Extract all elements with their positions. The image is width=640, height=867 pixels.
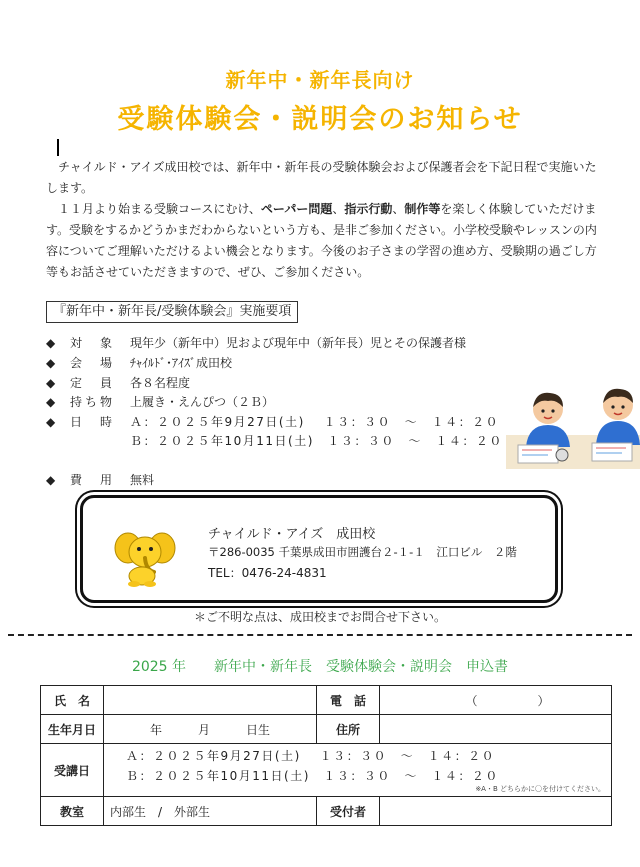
diamond-bullet-icon: ◆ — [46, 473, 56, 487]
class-label: 教室 — [41, 797, 104, 826]
page-title: 受験体験会・説明会のお知らせ — [117, 104, 523, 135]
detail-item: ◆ 費 用 無料 — [46, 470, 154, 490]
diamond-bullet-icon: ◆ — [46, 395, 56, 409]
schedule-b: Ｂ：２０２５年10月11日(土) １３：３０ ～ １４：２０ — [130, 434, 503, 448]
section-heading: 『新年中・新年長/受験体験会』実施要項 — [46, 301, 298, 323]
session-option-a[interactable]: Ａ：２０２５年9月27日(土) １３：３０ ～ １４：２０ — [126, 748, 496, 763]
address-label: 住所 — [317, 715, 380, 744]
mascot-elephant-icon — [112, 528, 178, 588]
detail-item: ◆ 日 時 Ａ：２０２５年9月27日(土) １３：３０ ～ １４：２０ — [46, 412, 499, 432]
intro-paragraph-2: １１月より始まる受験コースにむけ、ペーパー問題、指示行動、制作等を楽しく体験していただけます。受験をするかどうかまだわからないという方も、是非ご参加ください。小学校受験やレッスンの内容についてご理解いただけるよい機会となります。今後のお子さまの学習の進め方、受験期の過ごし方等もお話させていただきますので、ぜひ、ご参加ください。 — [46, 202, 597, 279]
class-field[interactable]: 内部生 / 外部生 — [104, 797, 317, 826]
name-field[interactable] — [104, 686, 317, 715]
birthdate-field[interactable]: 年 月 日生 — [104, 715, 317, 744]
birthdate-label: 生年月日 — [41, 715, 104, 744]
diamond-bullet-icon: ◆ — [46, 336, 56, 350]
session-note: ※A・B どちらかに〇を付けてください。 — [475, 784, 605, 793]
session-label: 受講日 — [41, 744, 104, 797]
form-title: 2025 年 新年中・新年長 受験体験会・説明会 申込書 — [131, 659, 509, 675]
contact-name: チャイルド・アイズ 成田校 — [208, 527, 376, 542]
cut-line — [8, 634, 632, 636]
address-field[interactable] — [380, 715, 612, 744]
detail-item: ◆ 対 象 現年少（新年中）児および現年中（新年長）児とその保護者様 — [46, 333, 466, 353]
receiver-field[interactable] — [380, 797, 612, 826]
detail-item: ◆ 会 場 ﾁｬｲﾙﾄﾞ･ｱｲｽﾞ成田校 — [46, 353, 232, 373]
diamond-bullet-icon: ◆ — [46, 376, 56, 390]
session-field[interactable] — [104, 744, 612, 797]
text-cursor — [57, 139, 59, 156]
inquiry-note: ＊ご不明な点は、成田校までお問合せ下さい。 — [193, 610, 446, 624]
diamond-bullet-icon: ◆ — [46, 415, 56, 429]
name-label: 氏 名 — [41, 686, 104, 715]
receiver-label: 受付者 — [317, 797, 380, 826]
detail-item: ◆ 持ち物 上履き・えんぴつ（２Ｂ） — [46, 392, 274, 412]
contact-tel: TEL：0476-24-4831 — [208, 566, 327, 580]
intro-paragraph-1: チャイルド・アイズ成田校では、新年中・新年長の受験体験会および保護者会を下記日程で実施いたします。 — [46, 160, 597, 195]
phone-label: 電 話 — [317, 686, 380, 715]
contact-address: 〒286-0035 千葉県成田市囲護台２-１-１ 江口ビル ２階 — [208, 545, 517, 559]
page-subtitle: 新年中・新年長向け — [225, 68, 415, 92]
kids-studying-illustration — [506, 385, 640, 469]
phone-field[interactable]: （ ） — [380, 686, 612, 715]
diamond-bullet-icon: ◆ — [46, 356, 56, 370]
application-form — [40, 685, 612, 826]
session-option-b[interactable]: Ｂ：２０２５年10月11日(土) １３：３０ ～ １４：２０ — [126, 768, 499, 783]
detail-item: ◆ 定 員 各８名程度 — [46, 373, 190, 393]
